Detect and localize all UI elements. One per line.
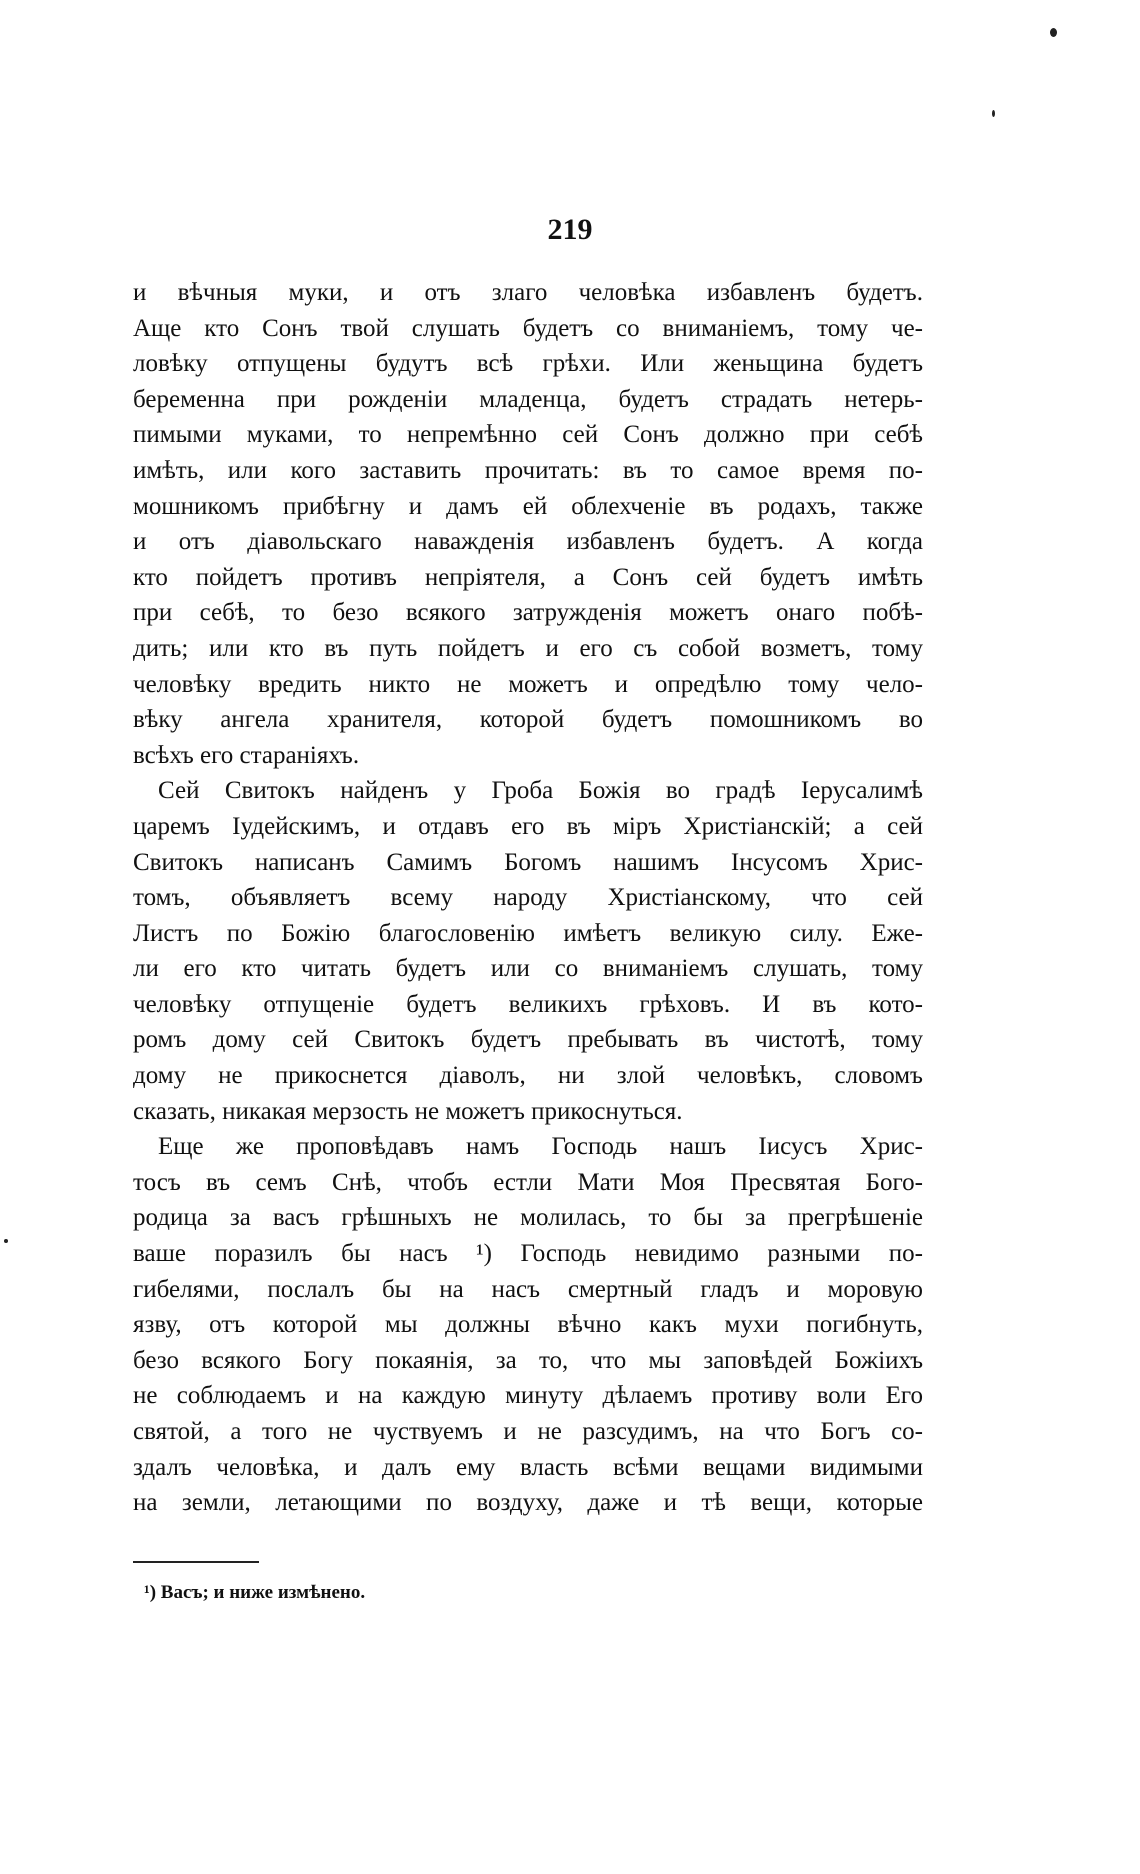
text-line: сказать, никакая мерзость не можетъ прикоснуться.	[133, 1097, 683, 1125]
text-line: Еще же проповѣдавъ намъ Господь нашъ Іисусъ Хрис-	[158, 1133, 923, 1161]
text-line: томъ, объявляетъ всему народу Христіанскому, что сей	[133, 884, 923, 912]
text-line: Свитокъ написанъ Самимъ Богомъ нашимъ Інсусомъ Хрис-	[133, 848, 923, 876]
text-line: имѣть, или кого заставить прочитать: въ то самое время по-	[133, 456, 923, 484]
text-line: Аще кто Сонъ твой слушать будетъ со вниманіемъ, тому че-	[133, 314, 923, 342]
body-text	[133, 275, 923, 1521]
text-line: святой, а того не чуствуемъ и не разсудимъ, на что Богъ со-	[133, 1418, 923, 1445]
text-line: дому не прикоснется діаволъ, ни злой человѣкъ, словомъ	[133, 1062, 923, 1090]
text-line: пимыми муками, то непремѣнно сей Сонъ должно при себѣ	[133, 421, 923, 449]
text-line: и отъ діавольскаго наважденія избавленъ будетъ. А когда	[133, 528, 923, 556]
footnote-rule	[133, 1561, 259, 1563]
text-line: человѣку отпущеніе будетъ великихъ грѣховъ. И въ кото-	[133, 990, 923, 1018]
footnote: ¹) Васъ; и ниже измѣнено.	[144, 1582, 366, 1603]
text-line: безо всякого Богу покаянія, за то, что мы заповѣдей Божіихъ	[133, 1346, 923, 1374]
text-line: вѣку ангела хранителя, которой будетъ помошникомъ во	[133, 706, 923, 734]
ink-speck	[1050, 28, 1057, 37]
ink-speck	[992, 110, 995, 117]
text-line: Сей Свитокъ найденъ у Гроба Божія во градѣ Іерусалимѣ	[158, 777, 923, 805]
text-line: и вѣчныя муки, и отъ злаго человѣка избавленъ будетъ.	[133, 279, 923, 306]
text-line: не соблюдаемъ и на каждую минуту дѣлаемъ противу воли Его	[133, 1382, 923, 1410]
text-line: кто пойдетъ противъ непріятеля, а Сонъ сей будетъ имѣть	[133, 563, 923, 591]
text-line: ловѣку отпущены будутъ всѣ грѣхи. Или женьщина будетъ	[133, 350, 923, 378]
text-line: дить; или кто въ путь пойдетъ и его съ собой возметъ, тому	[133, 634, 923, 662]
text-line: гибелями, послалъ бы на насъ смертный гладъ и моровую	[133, 1275, 923, 1303]
text-line: ваше поразилъ бы насъ ¹) Господь невидимо разными по-	[133, 1240, 923, 1268]
text-line: язву, отъ которой мы должны вѣчно какъ мухи погибнуть,	[133, 1311, 923, 1339]
text-line: ли его кто читать будетъ или со вниманіемъ слушать, тому	[133, 955, 923, 983]
text-line: мошникомъ прибѣгну и дамъ ей облехченіе въ родахъ, также	[133, 492, 923, 520]
text-line: при себѣ, то безо всякого затружденія можетъ онаго побѣ-	[133, 599, 923, 627]
ink-speck	[4, 1239, 8, 1243]
text-line: ромъ дому сей Свитокъ будетъ пребывать въ чистотѣ, тому	[133, 1026, 923, 1054]
text-line: беременна при рожденіи младенца, будетъ страдать нетерь-	[133, 385, 923, 413]
page-number: 219	[547, 213, 593, 246]
text-line: на земли, летающими по воздуху, даже и тѣ вещи, которые	[133, 1489, 923, 1517]
text-line: всѣхъ его стараніяхъ.	[133, 741, 360, 769]
text-line: царемъ Іудейскимъ, и отдавъ его въ міръ Христіанскій; а сей	[133, 812, 923, 840]
text-line: родица за васъ грѣшныхъ не молилась, то бы за прегрѣшеніе	[133, 1204, 923, 1232]
text-line: человѣку вредить никто не можетъ и опредѣлю тому чело-	[133, 670, 923, 698]
text-line: здалъ человѣка, и далъ ему власть всѣми вещами видимыми	[133, 1453, 923, 1481]
text-line: Листъ по Божію благословенію имѣетъ великую силу. Еже-	[133, 919, 923, 947]
text-line: тосъ въ семъ Снѣ, чтобъ естли Мати Моя Пресвятая Бого-	[133, 1168, 923, 1196]
